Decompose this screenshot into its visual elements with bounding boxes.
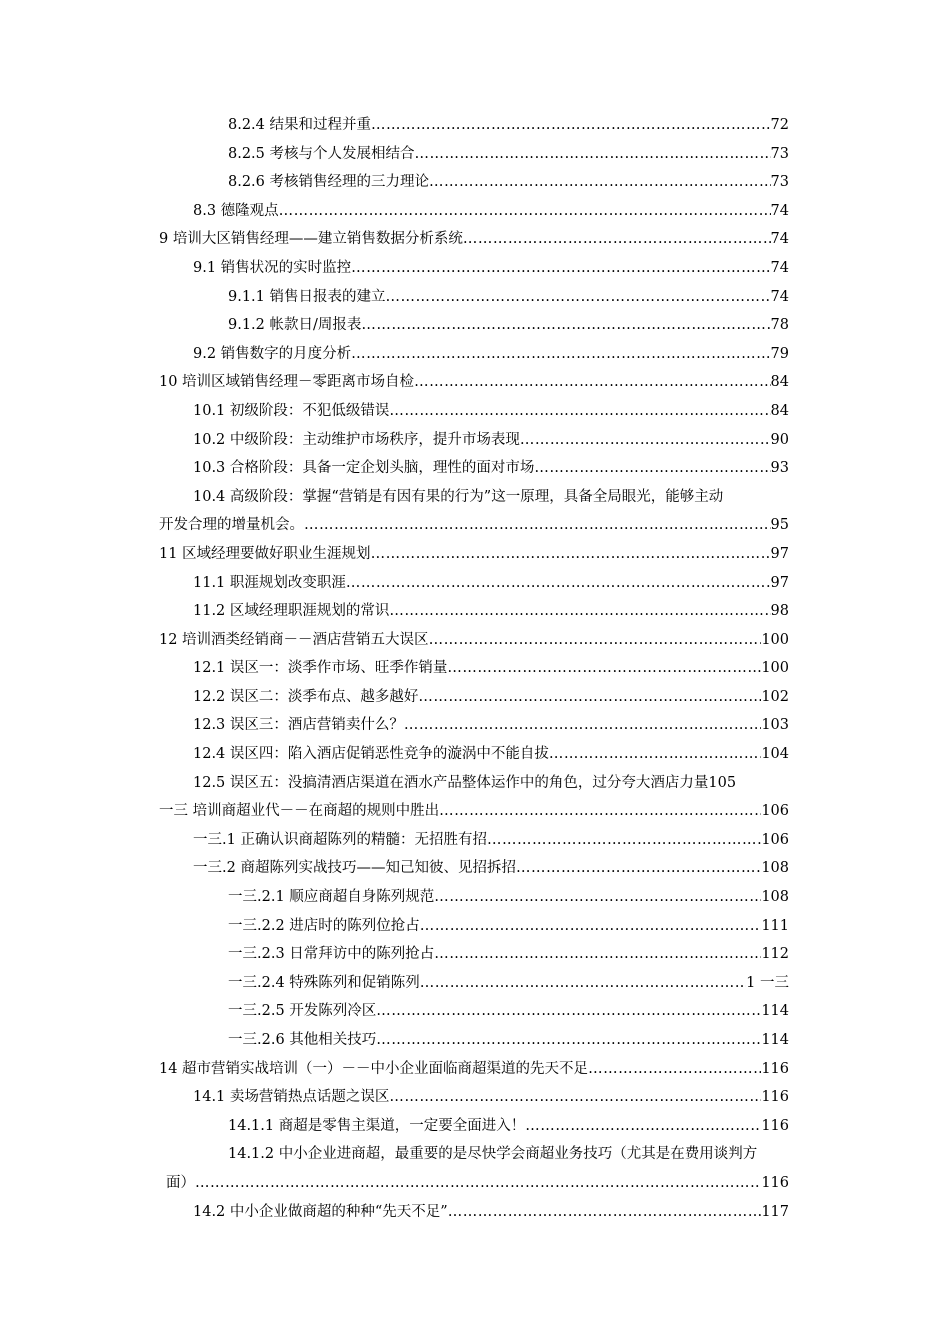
toc-entry-page: 105 <box>708 774 737 791</box>
toc-entry[interactable] <box>159 225 789 254</box>
toc-entry[interactable] <box>159 797 789 826</box>
dot-leader <box>420 912 762 941</box>
toc-entry-page: 1 一三 <box>746 974 789 991</box>
toc-entry-page: 74 <box>770 259 789 276</box>
toc-entry-page: 106 <box>761 831 789 848</box>
toc-entry-page: 97 <box>770 574 789 591</box>
toc-entry[interactable] <box>159 426 789 455</box>
toc-entry-page: 74 <box>770 231 789 248</box>
dot-leader <box>351 254 770 283</box>
toc-entry-title: 一三.2.3 日常拜访中的陈列抢占 <box>228 946 435 963</box>
toc-entry-row <box>159 769 789 798</box>
dot-leader <box>434 940 761 969</box>
toc-entry-page: 72 <box>770 117 789 133</box>
toc-entry-page: 116 <box>761 1060 789 1077</box>
toc-entry-page: 95 <box>770 517 789 534</box>
toc-entry-row <box>159 426 789 455</box>
toc-entry-row <box>159 883 789 912</box>
toc-entry-title: 一三 培训商超业代－－在商超的规则中胜出 <box>159 803 440 820</box>
dot-leader <box>448 1198 762 1227</box>
toc-entry-row <box>159 140 789 169</box>
toc-entry-page: 73 <box>770 145 789 162</box>
toc-entry[interactable] <box>159 569 789 598</box>
toc-entry[interactable] <box>159 168 789 197</box>
toc-entry-row <box>159 940 789 969</box>
toc-entry-page: 104 <box>761 746 789 763</box>
toc-entry-row <box>159 683 789 712</box>
toc-entry-title: 12.5 误区五：没搞清酒店渠道在酒水产品整体运作中的角色，过分夸大酒店力量 <box>193 774 709 791</box>
toc-entry-row <box>159 1112 789 1141</box>
toc-entry-row <box>159 454 789 483</box>
toc-entry[interactable] <box>159 1140 789 1197</box>
toc-entry-page: 106 <box>761 803 789 820</box>
toc-entry-title: 10 培训区域销售经理－零距离市场自检 <box>159 374 415 391</box>
toc-entry-title: 14.1 卖场营销热点话题之误区 <box>193 1089 390 1106</box>
dot-leader <box>351 340 770 369</box>
toc-entry[interactable] <box>159 969 789 998</box>
toc-entry[interactable] <box>159 340 789 369</box>
toc-entry-title: 12.4 误区四：陷入酒店促销恶性竞争的漩涡中不能自拔 <box>193 746 549 763</box>
dot-leader <box>376 1026 761 1055</box>
toc-entry-row <box>159 168 789 197</box>
dot-leader <box>371 540 771 569</box>
toc-entry-title: 一三.2.1 顺应商超自身陈列规范 <box>228 889 435 906</box>
toc-entry-row <box>159 197 789 226</box>
toc-entry-page: 116 <box>761 1089 789 1106</box>
toc-entry-row <box>159 1026 789 1055</box>
toc-entry-row <box>159 397 789 426</box>
toc-entry-row <box>159 797 789 826</box>
dot-leader <box>414 368 770 397</box>
toc-entry-page: 84 <box>770 374 789 391</box>
toc-entry-page: 93 <box>770 460 789 477</box>
toc-entry-title: 14.1.2 中小企业进商超，最重要的是尽快学会商超业务技巧（尤其是在费用谈判方 <box>228 1146 758 1163</box>
dot-leader <box>195 1169 761 1198</box>
dot-leader <box>534 454 770 483</box>
toc-entry[interactable] <box>159 997 789 1026</box>
toc-entry[interactable] <box>159 540 789 569</box>
toc-entry-row <box>159 283 789 312</box>
toc-entry-title: 8.2.4 结果和过程并重 <box>228 117 372 133</box>
toc-entry-row <box>159 1055 789 1084</box>
toc-entry-title: 14.1.1 商超是零售主渠道，一定要全面进入！ <box>228 1117 526 1134</box>
toc-entry-page: 74 <box>770 202 789 219</box>
toc-entry[interactable] <box>159 1055 789 1084</box>
toc-entry-title: 9.1.2 帐款日/周报表 <box>228 317 362 334</box>
toc-entry-title: 9.1.1 销售日报表的建立 <box>228 288 386 305</box>
toc-entry-page: 100 <box>761 660 789 677</box>
toc-entry-page: 84 <box>770 402 789 419</box>
toc-entry-row <box>159 740 789 769</box>
dot-leader <box>429 626 762 655</box>
dot-leader <box>371 111 771 140</box>
toc-entry[interactable] <box>159 626 789 655</box>
toc-entry[interactable] <box>159 454 789 483</box>
toc-entry-title: 11 区域经理要做好职业生涯规划 <box>159 545 371 562</box>
dot-leader <box>525 1112 761 1141</box>
toc-entry-row <box>159 540 789 569</box>
toc-entry-title: 一三.2.6 其他相关技巧 <box>228 1032 377 1048</box>
dot-leader <box>420 969 746 998</box>
toc-entry-row <box>159 1169 789 1198</box>
toc-entry-row <box>159 1198 789 1227</box>
toc-entry-row <box>159 912 789 941</box>
toc-entry[interactable] <box>159 740 789 769</box>
toc-entry-row <box>159 340 789 369</box>
toc-entry[interactable] <box>159 883 789 912</box>
toc-entry-row <box>159 111 789 140</box>
dot-leader <box>418 683 761 712</box>
toc-entry-page: 108 <box>761 860 789 877</box>
toc-entry-title: 12.1 误区一：淡季作市场、旺季作销量 <box>193 660 448 677</box>
dot-leader <box>439 797 761 826</box>
dot-leader <box>463 225 771 254</box>
toc-entry-title: 11.2 区域经理职涯规划的常识 <box>193 603 390 620</box>
toc-entry-title: 11.1 职涯规划改变职涯 <box>193 574 346 591</box>
toc-entry-row <box>159 654 789 683</box>
toc-entry-title: 14 超市营销实战培训（一）－－中小企业面临商超渠道的先天不足 <box>159 1060 589 1077</box>
toc-entry-page: 114 <box>761 1003 789 1020</box>
toc-entry-title: 9.1 销售状况的实时监控 <box>193 259 352 276</box>
toc-entry-page: 98 <box>770 603 789 620</box>
dot-leader <box>386 283 771 312</box>
toc-entry-title: 9.2 销售数字的月度分析 <box>193 345 352 362</box>
toc-entry[interactable] <box>159 683 789 712</box>
table-of-contents <box>159 111 789 1226</box>
dot-leader <box>429 168 771 197</box>
toc-entry-row <box>159 626 789 655</box>
toc-entry-page: 108 <box>761 889 789 906</box>
toc-entry[interactable] <box>159 368 789 397</box>
toc-entry-row <box>159 854 789 883</box>
toc-entry-title: 一三.2.4 特殊陈列和促销陈列 <box>228 974 420 991</box>
toc-entry[interactable] <box>159 311 789 340</box>
toc-entry[interactable] <box>159 1112 789 1141</box>
toc-entry-title-continued: 面） <box>166 1174 195 1191</box>
toc-entry-page: 90 <box>770 431 789 448</box>
toc-entry-page: 73 <box>770 174 789 191</box>
toc-entry-row <box>159 311 789 340</box>
toc-entry-page: 116 <box>761 1117 789 1134</box>
dot-leader <box>389 597 770 626</box>
dot-leader <box>516 854 761 883</box>
toc-entry-title: 一三.2.2 进店时的陈列位抢占 <box>228 917 420 934</box>
toc-entry-title: 一三.2 商超陈列实战技巧——知己知彼、见招拆招 <box>193 860 516 877</box>
dot-leader <box>389 1083 761 1112</box>
toc-entry[interactable] <box>159 1026 789 1055</box>
dot-leader <box>434 883 761 912</box>
toc-entry-title: 8.3 德隆观点 <box>193 202 279 219</box>
toc-entry[interactable] <box>159 912 789 941</box>
toc-entry-title: 8.2.5 考核与个人发展相结合 <box>228 145 415 162</box>
toc-entry-row <box>159 511 789 540</box>
toc-entry-title: 10.3 合格阶段：具备一定企划头脑，理性的面对市场 <box>193 460 535 477</box>
toc-entry[interactable] <box>159 483 789 540</box>
toc-entry[interactable] <box>159 140 789 169</box>
toc-entry-page: 74 <box>770 288 789 305</box>
toc-entry[interactable] <box>159 854 789 883</box>
dot-leader <box>487 826 761 855</box>
toc-entry-title: 一三.2.5 开发陈列冷区 <box>228 1003 377 1020</box>
dot-leader <box>520 426 771 455</box>
toc-entry-row <box>159 711 789 740</box>
dot-leader <box>389 397 770 426</box>
toc-entry-page: 100 <box>761 631 789 648</box>
toc-entry[interactable] <box>159 197 789 226</box>
toc-entry-title: 一三.1 正确认识商超陈列的精髓：无招胜有招 <box>193 831 487 848</box>
toc-entry-row <box>159 1083 789 1112</box>
toc-entry-title: 12.2 误区二：淡季布点、越多越好 <box>193 688 419 705</box>
dot-leader <box>549 740 761 769</box>
toc-entry-row <box>159 826 789 855</box>
toc-entry-title-continued: 开发合理的增量机会。 <box>159 517 304 534</box>
dot-leader <box>361 311 770 340</box>
dot-leader <box>346 569 771 598</box>
toc-entry[interactable] <box>159 283 789 312</box>
toc-entry-page: 97 <box>770 545 789 562</box>
toc-entry-row <box>159 997 789 1026</box>
toc-entry[interactable] <box>159 711 789 740</box>
toc-entry[interactable] <box>159 111 789 140</box>
toc-entry-title: 8.2.6 考核销售经理的三力理论 <box>228 174 430 191</box>
toc-entry-row <box>159 969 789 998</box>
toc-entry[interactable] <box>159 1083 789 1112</box>
toc-entry-row <box>159 597 789 626</box>
dot-leader <box>404 711 761 740</box>
dot-leader <box>376 997 761 1026</box>
dot-leader <box>588 1055 761 1084</box>
dot-leader <box>415 140 771 169</box>
toc-entry-page: 102 <box>761 688 789 705</box>
toc-entry-page: 114 <box>761 1032 789 1048</box>
toc-entry[interactable] <box>159 254 789 283</box>
toc-entry[interactable] <box>159 654 789 683</box>
toc-entry-row <box>159 254 789 283</box>
toc-entry-page: 116 <box>761 1174 789 1191</box>
toc-entry-page: 78 <box>770 317 789 334</box>
toc-entry[interactable] <box>159 940 789 969</box>
toc-entry-title: 9 培训大区销售经理——建立销售数据分析系统 <box>159 231 463 248</box>
toc-entry[interactable] <box>159 769 789 798</box>
toc-entry[interactable] <box>159 597 789 626</box>
toc-entry-page: 111 <box>761 917 789 934</box>
toc-entry-page: 117 <box>761 1203 789 1220</box>
toc-entry-title: 10.4 高级阶段：掌握“营销是有因有果的行为”这一原理，具备全局眼光，能够主动 <box>193 488 724 505</box>
toc-entry-title: 14.2 中小企业做商超的种种“先天不足” <box>193 1203 448 1220</box>
toc-entry-page: 79 <box>770 345 789 362</box>
toc-entry-row <box>159 225 789 254</box>
toc-entry-title: 12 培训酒类经销商－－酒店营销五大误区 <box>159 631 429 648</box>
dot-leader <box>447 654 761 683</box>
dot-leader <box>304 511 771 540</box>
toc-entry[interactable] <box>159 397 789 426</box>
toc-entry-title: 10.2 中级阶段：主动维护市场秩序，提升市场表现 <box>193 431 520 448</box>
toc-entry-title: 10.1 初级阶段：不犯低级错误 <box>193 402 390 419</box>
toc-entry-row <box>159 569 789 598</box>
dot-leader <box>279 197 771 226</box>
toc-entry-row <box>159 368 789 397</box>
toc-entry-page: 112 <box>761 946 789 963</box>
toc-entry[interactable] <box>159 826 789 855</box>
toc-entry[interactable] <box>159 1198 789 1227</box>
toc-entry-page: 103 <box>761 717 789 734</box>
toc-entry-title: 12.3 误区三：酒店营销卖什么？ <box>193 717 404 734</box>
